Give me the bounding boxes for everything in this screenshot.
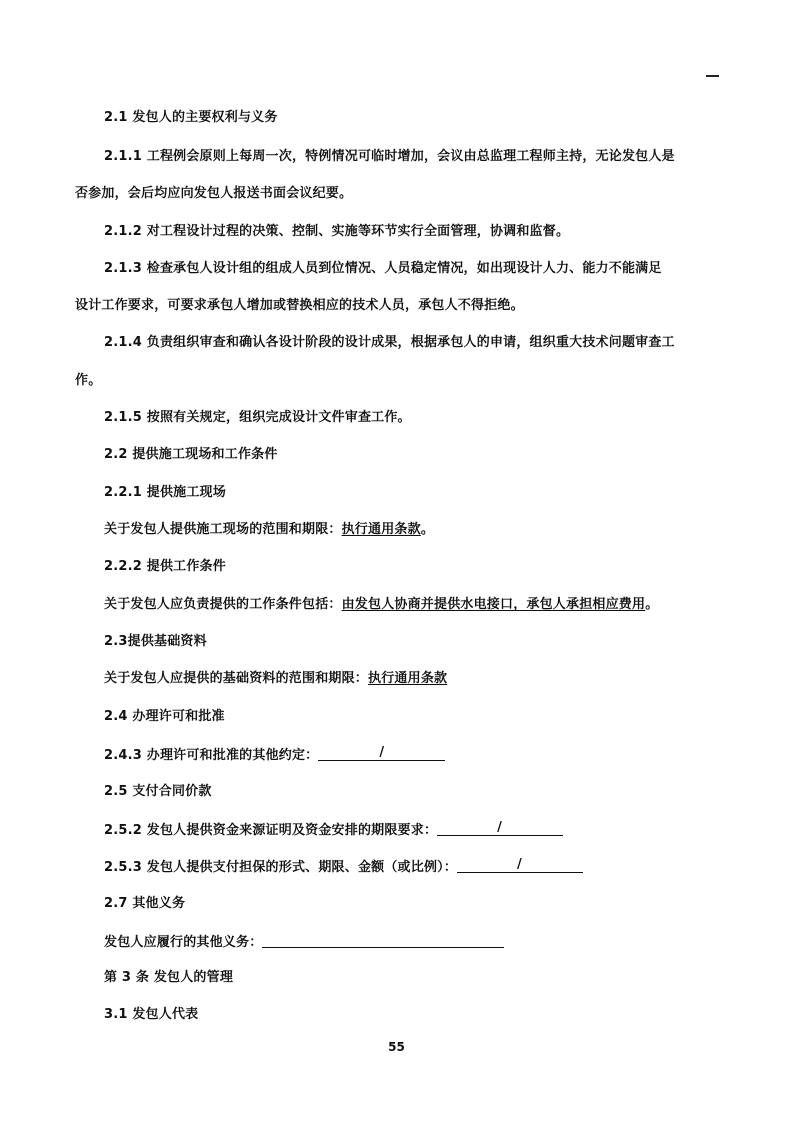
clause-2-5-3-slash: / [517,857,522,872]
clause-2-1-1-line2: 否参加，会后均应向发包人报送书面会议纪要。 [75,186,353,201]
clause-2-4-3-blank [318,745,445,761]
clause-2-4-3-label: 2.4.3 办理许可和批准的其他约定： [104,748,319,763]
work-conditions-label: 关于发包人应负责提供的工作条件包括： [104,597,342,612]
other-obligations-blank [262,932,504,948]
section-heading-2-5: 2.5 支付合同价款 [104,784,212,799]
section-heading-2-4: 2.4 办理许可和批准 [104,709,225,724]
clause-2-2-2: 2.2.2 提供工作条件 [104,559,226,574]
work-conditions-value: 由发包人协商并提供水电接口，承包人承担相应费用 [341,597,646,612]
clause-2-1-2: 2.1.2 对工程设计过程的决策、控制、实施等环节实行全面管理，协调和监督。 [104,224,570,239]
clause-2-5-2-slash: / [497,820,503,835]
site-scope-line [104,521,434,539]
site-scope-label: 关于发包人提供施工现场的范围和期限： [104,522,342,537]
section-heading-2-2: 2.2 提供施工现场和工作条件 [104,447,278,462]
clause-2-1-3-line1: 2.1.3 检查承包人设计组的组成人员到位情况、人员稳定情况，如出现设计人力、能力不能满足 [104,261,662,276]
clause-2-1-4-line2: 作。 [75,373,102,388]
clause-2-5-2-line [104,820,563,840]
site-scope-value: 执行通用条款 [341,522,421,537]
clause-2-1-1-line1: 2.1.1 工程例会原则上每周一次，特例情况可临时增加，会议由总监理工程师主持，无论发包人是 [104,149,675,164]
base-data-value: 执行通用条款 [368,671,448,686]
clause-2-1-5: 2.1.5 按照有关规定，组织完成设计文件审查工作。 [104,410,411,425]
work-conditions-line [104,596,658,614]
article-3-heading: 第 3 条 发包人的管理 [104,970,234,985]
clause-2-4-3-line [104,745,445,765]
other-obligations-line [104,932,504,952]
clause-2-5-3-line [104,857,583,877]
section-heading-3-1: 3.1 发包人代表 [104,1007,199,1022]
base-data-label: 关于发包人应提供的基础资料的范围和期限： [104,671,369,686]
section-heading-2-3: 2.3提供基础资料 [104,634,207,649]
base-data-line [104,670,447,688]
clause-2-5-3-blank [457,857,583,873]
clause-2-4-3-slash: / [379,745,385,760]
section-heading-2-1: 2.1 发包人的主要权利与义务 [104,110,278,125]
clause-2-2-1: 2.2.1 提供施工现场 [104,485,226,500]
other-obligations-label: 发包人应履行的其他义务： [104,935,263,950]
site-scope-suffix: 。 [420,522,435,537]
header-dash [706,75,719,77]
page-number: 55 [388,1040,405,1054]
work-conditions-suffix: 。 [645,597,659,612]
section-heading-2-7: 2.7 其他义务 [104,896,186,911]
clause-2-5-2-label: 2.5.2 发包人提供资金来源证明及资金安排的期限要求： [104,823,438,838]
clause-2-5-2-blank [437,820,563,836]
clause-2-1-3-line2: 设计工作要求，可要求承包人增加或替换相应的技术人员，承包人不得拒绝。 [75,298,524,313]
clause-2-5-3-label: 2.5.3 发包人提供支付担保的形式、期限、金额（或比例）： [104,860,458,875]
clause-2-1-4-line1: 2.1.4 负责组织审查和确认各设计阶段的设计成果，根据承包人的申请，组织重大技术问题审查工 [104,335,675,350]
